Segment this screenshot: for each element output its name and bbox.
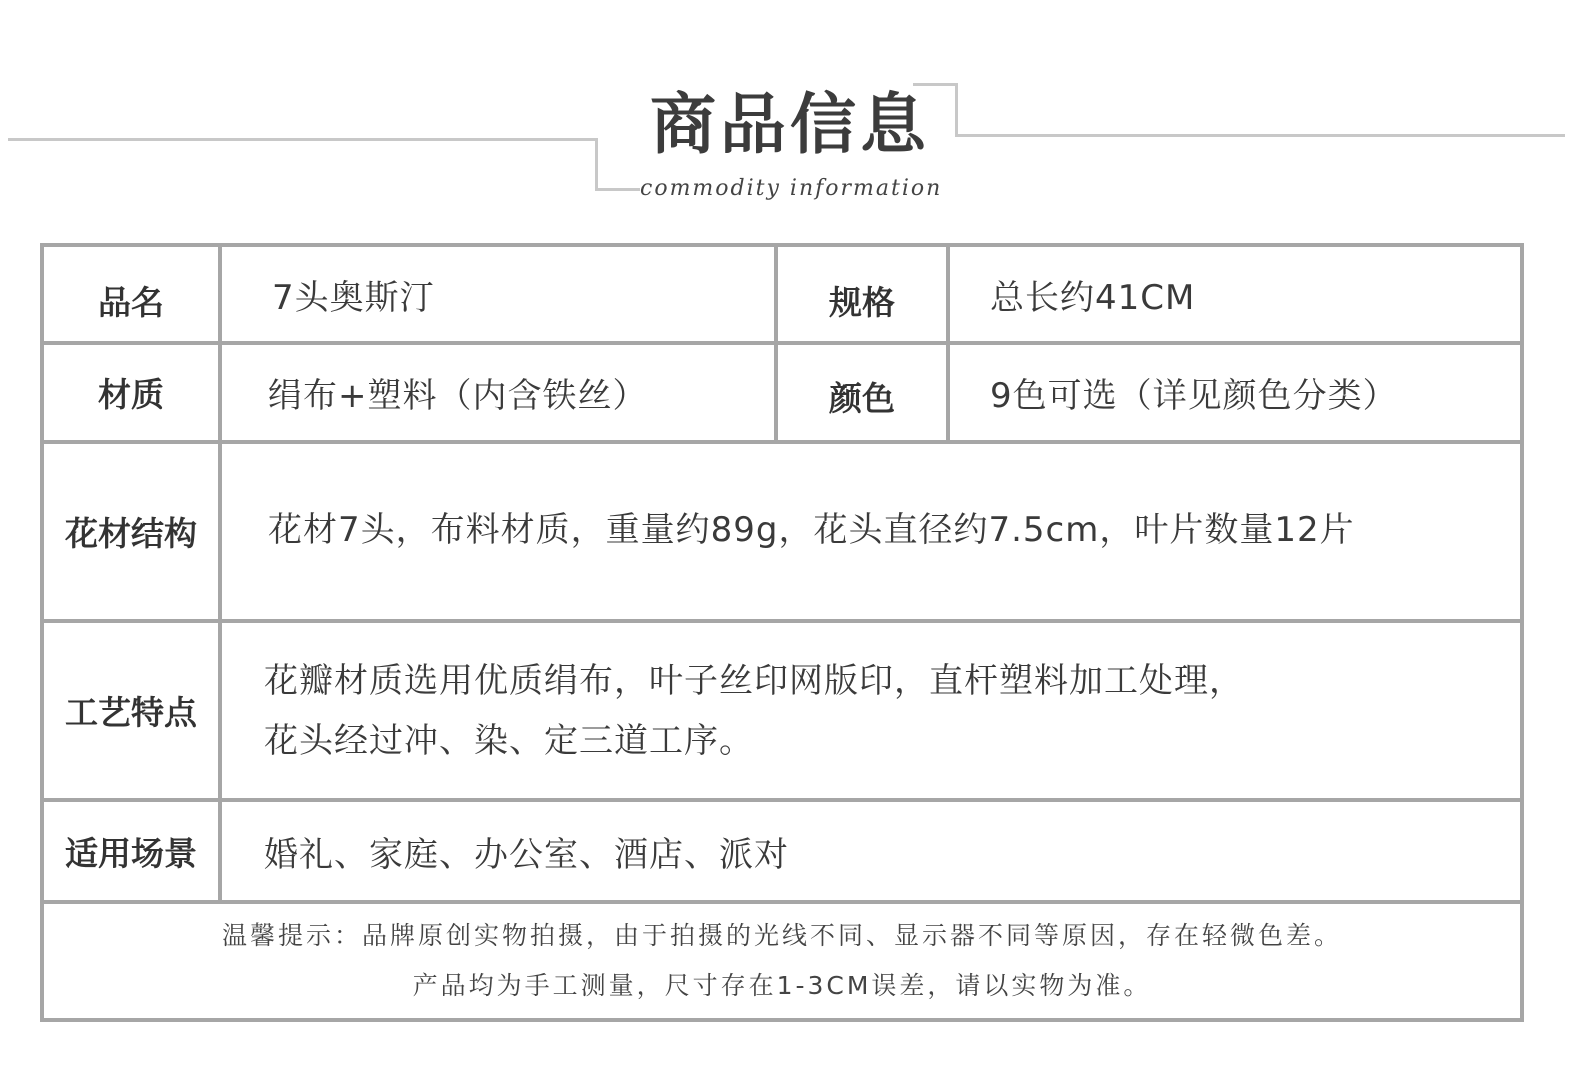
page-subtitle: commodity information	[640, 176, 943, 201]
header-line-left-drop	[595, 138, 598, 190]
structure-label: 花材结构	[65, 514, 197, 553]
header-line-left	[8, 138, 598, 141]
page-title: 商品信息	[650, 86, 930, 163]
color-label: 颜色	[829, 379, 895, 418]
craft-line-1: 花瓣材质选用优质绢布，叶子丝印网版印，直杆塑料加工处理，	[264, 660, 1244, 701]
header-line-left-foot	[595, 188, 640, 191]
notice-box	[44, 904, 1520, 1018]
product-info-table	[40, 243, 1524, 1022]
size-label: 规格	[829, 282, 895, 322]
header-line-right-rise	[955, 83, 958, 137]
craft-value	[222, 623, 1520, 798]
scene-label: 适用场景	[65, 833, 197, 873]
notice-line-2: 产品均为手工测量，尺寸存在1-3CM误差，请以实物为准。	[412, 971, 1152, 1000]
product-name-value: 7头奥斯汀	[272, 277, 435, 318]
size-value: 总长约41CM	[990, 277, 1196, 318]
craft-line-2: 花头经过冲、染、定三道工序。	[264, 720, 754, 761]
scene-value: 婚礼、家庭、办公室、酒店、派对	[264, 834, 789, 875]
structure-value: 花材7头，布料材质，重量约89g，花头直径约7.5cm，叶片数量12片	[268, 510, 1355, 550]
notice-line-1: 温馨提示：品牌原创实物拍摄，由于拍摄的光线不同、显示器不同等原因，存在轻微色差。	[221, 921, 1342, 950]
craft-label: 工艺特点	[65, 693, 197, 732]
color-value: 9色可选（详见颜色分类）	[990, 376, 1398, 416]
material-value: 绢布+塑料（内含铁丝）	[268, 376, 648, 416]
material-label: 材质	[98, 375, 164, 414]
product-name-label: 品名	[98, 282, 164, 322]
header-line-right	[955, 134, 1565, 137]
